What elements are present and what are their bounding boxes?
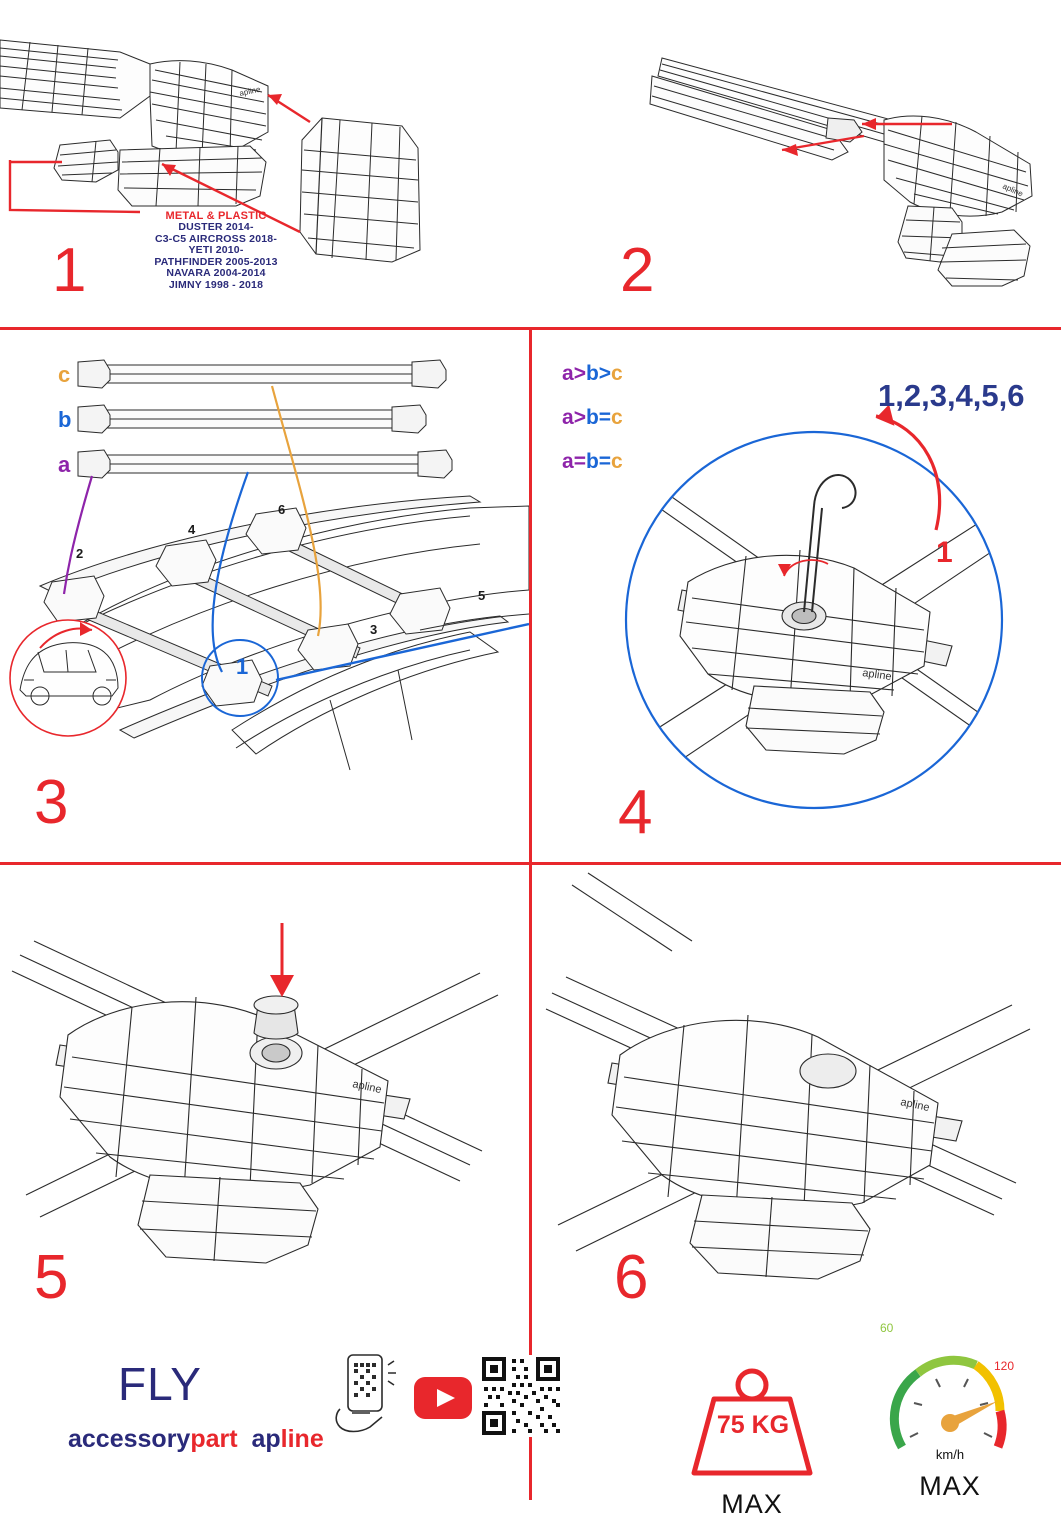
step-3-number: 3: [34, 768, 68, 837]
brand-logo-step5: apline: [351, 1078, 383, 1097]
step-5-number: 5: [34, 1243, 68, 1312]
step-4-sequence: 1,2,3,4,5,6: [878, 378, 1025, 413]
weight-value: 75 KG: [716, 1411, 790, 1439]
brand-wordmark: [68, 1425, 324, 1454]
weight-max-label: MAX: [721, 1489, 783, 1519]
equation-1: a>b=c: [562, 406, 623, 429]
step-5-illustration: [0, 865, 529, 1285]
point-number-2: 2: [76, 546, 84, 561]
equation-2: a=b=c: [562, 450, 623, 473]
fly-wordmark: FLY: [118, 1358, 202, 1410]
brand-logo-step2: apline: [1001, 181, 1025, 199]
step-5-panel: [0, 865, 529, 1500]
step-1-number: 1: [52, 236, 86, 305]
compat-vehicle-3: PATHFINDER 2005-2013: [154, 255, 278, 268]
step-2-illustration: [532, 0, 1061, 327]
speed-tick-60: 60: [880, 1321, 894, 1335]
bar-label-c: c: [58, 362, 71, 387]
step-1-panel: [0, 0, 529, 327]
bar-label-a: a: [58, 452, 71, 477]
point-number-4: 4: [188, 522, 196, 537]
speed-unit-label: km/h: [935, 1447, 965, 1462]
compat-vehicle-0: DUSTER 2014-: [178, 221, 254, 233]
step-4-number: 4: [618, 778, 652, 847]
point-number-1: 1: [236, 654, 249, 679]
brand-accessory: accessory: [68, 1425, 191, 1453]
step-6-panel: [532, 865, 1061, 1519]
speed-max-label: MAX: [919, 1471, 981, 1501]
compat-note-title: METAL & PLASTIC: [165, 210, 267, 222]
brand-logo-step4: apline: [861, 667, 893, 684]
point-number-5: 5: [478, 588, 486, 603]
brand-logo-step6: apline: [899, 1096, 931, 1115]
brand-logo-step1: apline: [238, 84, 262, 98]
compat-note: [116, 210, 316, 291]
point-number-6: 6: [278, 502, 286, 517]
step-4-panel: [532, 330, 1061, 862]
step-3-panel: [0, 330, 529, 862]
compat-vehicle-2: YETI 2010-: [188, 244, 244, 256]
point-number-3: 3: [370, 622, 378, 637]
brand-part: part: [190, 1425, 238, 1453]
speed-tick-120: 120: [994, 1359, 1015, 1373]
compat-vehicle-4: NAVARA 2004-2014: [166, 267, 266, 279]
compat-vehicle-1: C3-C5 AIRCROSS 2018-: [154, 232, 278, 245]
phone-scan-icon[interactable]: [330, 1351, 400, 1437]
step-4-callout: 1: [936, 536, 953, 569]
step-3-illustration: [0, 330, 529, 862]
youtube-play-icon[interactable]: [414, 1377, 472, 1419]
step-6-number: 6: [614, 1243, 648, 1312]
bar-label-b: b: [58, 407, 72, 432]
brand-line: line: [280, 1425, 324, 1453]
step-2-number: 2: [620, 236, 654, 305]
step-6-illustration: [532, 865, 1061, 1285]
compat-vehicle-5: JIMNY 1998 - 2018: [168, 278, 264, 291]
equation-0: a>b>c: [562, 362, 623, 385]
brand-ap: ap: [251, 1425, 281, 1453]
step-2-panel: [532, 0, 1061, 327]
